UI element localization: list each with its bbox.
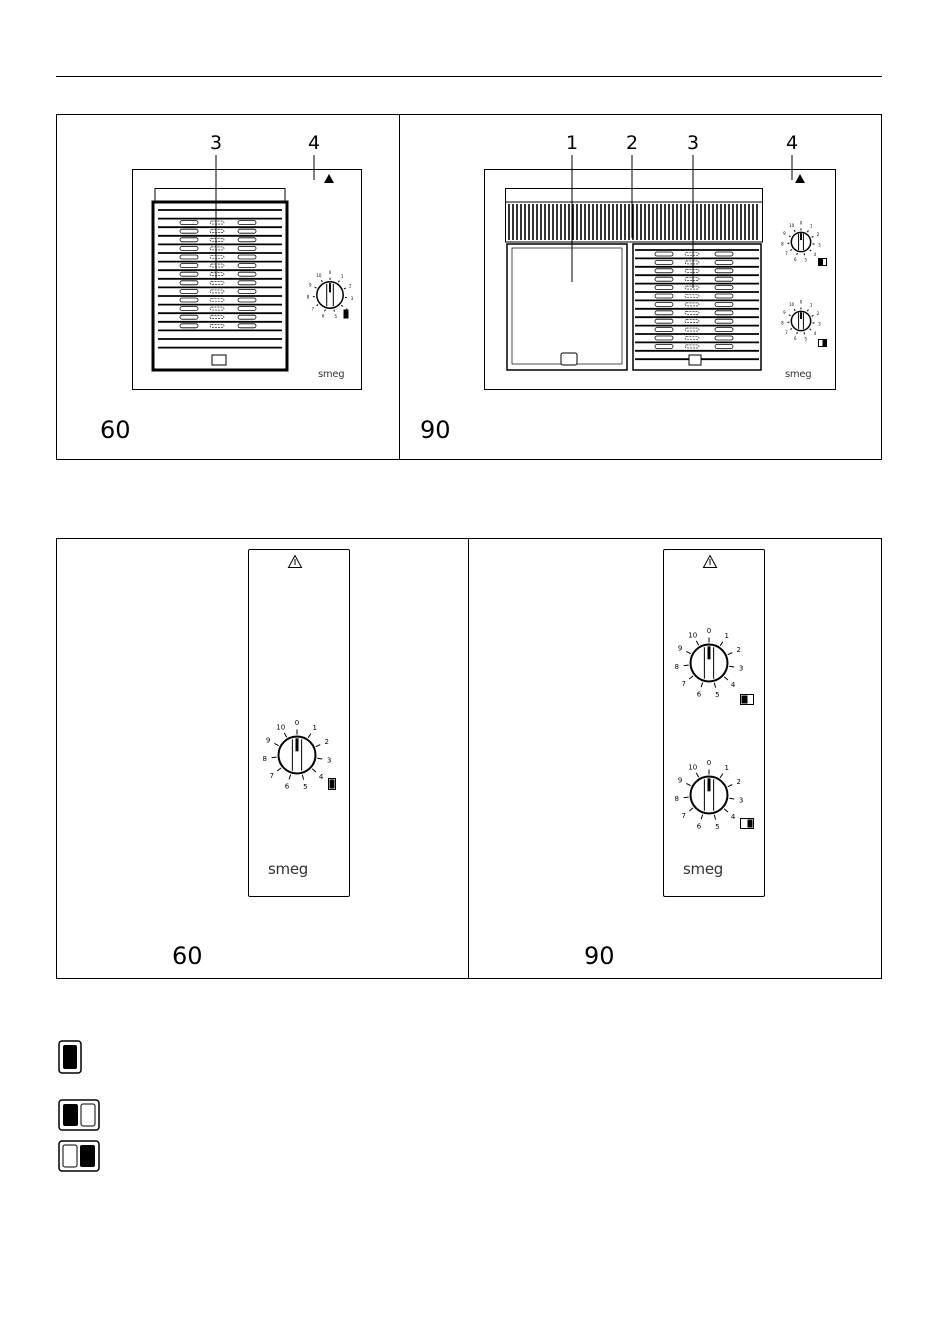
knob-scale-label: 4 [318, 773, 324, 782]
brand-logo: smeg [785, 369, 812, 380]
knob-scale-label: 6 [793, 257, 797, 263]
control-knob [667, 621, 751, 705]
knob-scale-label: 7 [311, 306, 315, 312]
knob-scale-label: 5 [804, 336, 808, 342]
knob-scale-label: 5 [715, 690, 720, 699]
knob-scale-label: 2 [736, 646, 741, 655]
control-knob [255, 713, 339, 797]
knob-scale-label: 2 [816, 231, 820, 237]
knob-scale-label: 0 [294, 718, 300, 727]
knob-scale-label: 4 [730, 681, 736, 690]
knob-scale-label: 1 [809, 302, 813, 308]
knob-scale-label: 8 [674, 794, 679, 803]
knob-scale-label: 2 [349, 283, 352, 289]
knob-scale-label: 9 [677, 644, 683, 653]
knob-scale-label: 8 [262, 754, 267, 763]
size-label: 60 [172, 942, 203, 970]
knob-scale-label: 3 [738, 664, 744, 673]
knob-scale-label: 0 [799, 299, 803, 305]
knob-scale-label: 5 [804, 257, 808, 263]
knob-scale-label: 2 [816, 310, 820, 316]
knob-scale-label: 0 [799, 220, 803, 226]
left-zone-icon [58, 1099, 100, 1131]
knob-scale-label: 7 [785, 330, 788, 336]
callout-leader-line [0, 0, 933, 460]
knob-scale-label: 1 [809, 223, 813, 229]
control-panel-90 [663, 549, 765, 897]
knob-scale-label: 2 [324, 738, 329, 747]
callout-label: 3 [687, 132, 700, 154]
knob-scale-label: 8 [781, 320, 784, 326]
size-label: 60 [100, 416, 131, 444]
single-zone-icon [58, 1040, 82, 1074]
warning-icon [288, 555, 302, 568]
bottom-figure-divider [468, 538, 469, 979]
knob-scale-label: 6 [696, 690, 702, 699]
knob-scale-label: 3 [818, 242, 821, 248]
callout-label: 3 [210, 132, 223, 154]
knob-scale-label: 3 [738, 796, 744, 805]
knob-scale-label: 9 [783, 309, 786, 315]
knob-scale-label: 0 [706, 758, 712, 767]
brand-logo: smeg [318, 369, 345, 380]
callout-label: 4 [786, 132, 799, 154]
knob-scale-label: 8 [306, 294, 310, 300]
knob-scale-label: 8 [674, 662, 679, 671]
knob-scale-label: 6 [321, 313, 325, 319]
knob-scale-label: 7 [785, 251, 788, 257]
knob-scale-label: 9 [308, 282, 312, 288]
callout-label: 4 [308, 132, 321, 154]
warning-icon [703, 555, 717, 568]
brand-logo: smeg [683, 860, 723, 878]
control-knob [667, 753, 751, 837]
size-label: 90 [420, 416, 451, 444]
knob-scale-label: 0 [706, 626, 712, 635]
right-zone-icon [58, 1140, 100, 1172]
callout-label: 2 [626, 132, 639, 154]
knob-scale-label: 7 [681, 811, 686, 820]
knob-scale-label: 1 [724, 632, 729, 641]
knob-scale-label: 1 [340, 273, 344, 279]
right-zone-icon [740, 818, 754, 829]
knob-scale-label: 5 [334, 313, 338, 319]
left-zone-icon [740, 694, 754, 705]
knob-scale-label: 2 [736, 778, 741, 787]
size-label: 90 [584, 942, 615, 970]
knob-scale-label: 10 [276, 723, 286, 732]
single-zone-icon [328, 778, 336, 790]
knob-scale-label: 10 [789, 302, 795, 308]
knob-scale-label: 6 [696, 822, 702, 831]
knob-scale-label: 5 [303, 782, 308, 791]
knob-scale-label: 5 [715, 822, 720, 831]
knob-scale-label: 4 [730, 813, 736, 822]
knob-scale-label: 3 [350, 295, 354, 301]
knob-scale-label: 6 [284, 782, 290, 791]
knob-scale-label: 1 [312, 724, 317, 733]
knob-scale-label: 3 [818, 321, 821, 327]
knob-scale-label: 0 [328, 270, 332, 276]
knob-scale-label: 7 [681, 679, 686, 688]
knob-scale-label: 9 [783, 230, 786, 236]
knob-scale-label: 10 [688, 763, 698, 772]
knob-scale-label: 10 [688, 631, 698, 640]
knob-scale-label: 9 [265, 736, 271, 745]
knob-scale-label: 3 [326, 756, 332, 765]
knob-scale-label: 6 [793, 336, 797, 342]
knob-scale-label: 7 [269, 771, 274, 780]
callout-label: 1 [566, 132, 579, 154]
knob-scale-label: 9 [677, 776, 683, 785]
knob-scale-label: 8 [781, 241, 784, 247]
knob-scale-label: 1 [724, 764, 729, 773]
knob-scale-label: 10 [316, 273, 322, 279]
knob-scale-label: 4 [813, 251, 817, 257]
brand-logo: smeg [268, 860, 308, 878]
knob-scale-label: 4 [813, 330, 817, 336]
knob-scale-label: 10 [789, 223, 795, 229]
